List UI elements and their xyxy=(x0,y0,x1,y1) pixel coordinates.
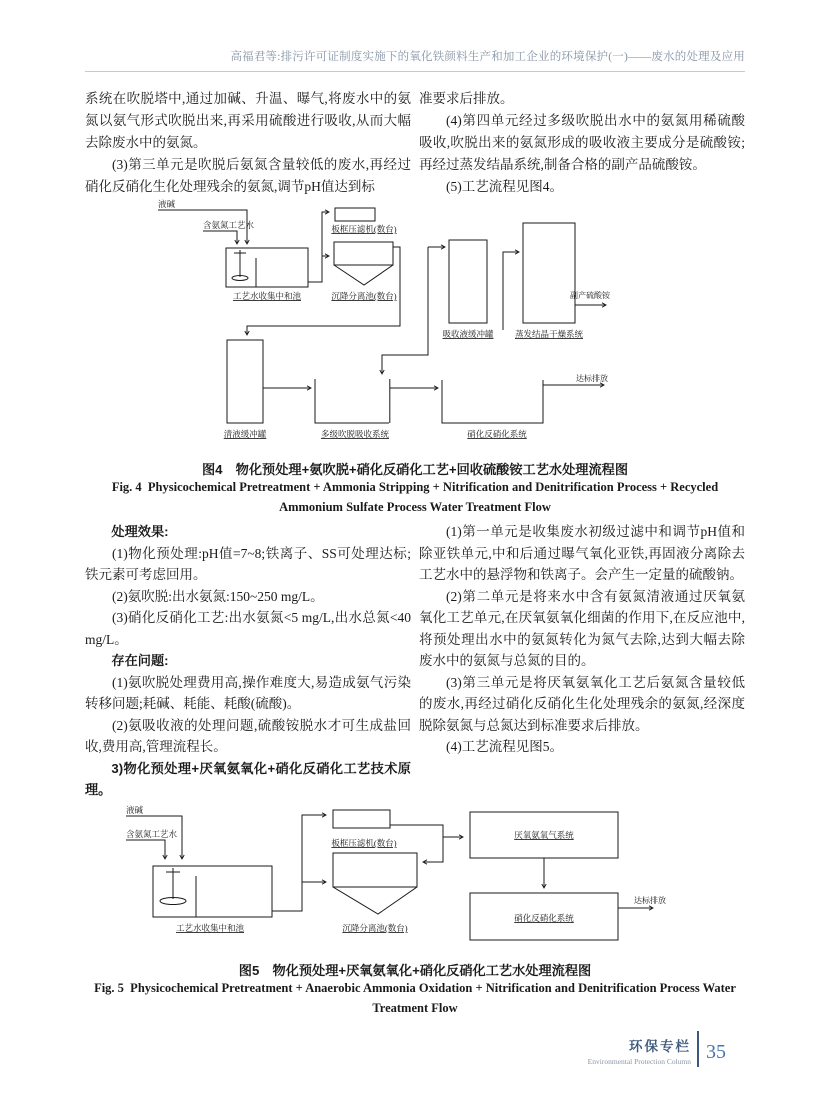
paragraph: (1)物化预处理:pH值=7~8;铁离子、SS可处理达标;铁元素可考虑回用。 xyxy=(85,545,411,582)
page-number: 35 xyxy=(706,1040,726,1063)
fig4-label-feed: 含氨氮工艺水 xyxy=(203,220,255,230)
fig4-label-stripping: 多级吹脱吸收系统 xyxy=(320,429,390,439)
fig5-label-anammox: 厌氧氨氧气系统 xyxy=(514,830,574,840)
paragraph: (4)第四单元经过多级吹脱出水中的氨氮用稀硫酸吸收,吹脱出来的氨氮形成的吸收液主要成分是硫酸铵;再经过蒸发结晶系统,制备合格的副产品硫酸铵。 xyxy=(419,113,745,172)
paragraph: 准要求后排放。 xyxy=(419,91,514,106)
fig5-label-settling-tank: 沉降分离池(数台) xyxy=(342,923,408,933)
fig4-label-naoh: 液碱 xyxy=(158,199,176,209)
fig4-collect-tank-shape xyxy=(226,248,308,287)
top-text-section xyxy=(85,88,745,198)
fig5-label-feed: 含氨氮工艺水 xyxy=(126,829,178,839)
fig4-label-evaporation: 蒸发结晶干燥系统 xyxy=(514,329,584,339)
fig4-caption-en-line1: Fig. 4 Physicochemical Pretreatment + Ammonia Stripping + Nitrification and Denitrification Process + Recycled xyxy=(111,480,719,494)
fig4-filter-press-shape xyxy=(335,208,375,221)
paragraph: (3)第三单元是吹脱后氨氮含量较低的废水,再经过硝化反硝化生化处理残余的氨氮,调节pH值达到标 xyxy=(85,157,411,194)
footer-column-title-zh: 环保专栏 xyxy=(629,1039,691,1054)
fig5-label-filter-press: 板框压滤机(数台) xyxy=(331,838,397,848)
fig4-label-byproduct: 副产硫酸铵 xyxy=(570,291,610,300)
fig5-filter-press-shape xyxy=(333,810,390,828)
mid-right-column xyxy=(419,521,745,801)
fig4-label-absorb-buffer: 吸收液缓冲罐 xyxy=(442,329,494,339)
paragraph: (2)氨吸收液的处理问题,硫酸铵脱水才可生成盐回收,费用高,管理流程长。 xyxy=(85,717,411,754)
fig4-settling-tank-shape xyxy=(334,242,393,265)
fig4-label-nitrification: 硝化反硝化系统 xyxy=(467,429,527,439)
fig4-clear-buffer-shape xyxy=(227,340,263,423)
running-header: 高福君等:排污许可证制度实施下的氧化铁颜料生产和加工企业的环境保护(一)——废水的处理及应用 xyxy=(230,51,745,63)
fig5-collect-tank-shape xyxy=(153,866,272,917)
paragraph: (5)工艺流程见图4。 xyxy=(446,179,563,194)
figure5-process-diagram xyxy=(0,803,816,953)
middle-text-section xyxy=(85,521,745,801)
subheading: 存在问题: xyxy=(111,653,169,668)
fig5-labels xyxy=(126,805,666,933)
fig5-caption-en-line1: Fig. 5 Physicochemical Pretreatment + Anaerobic Ammonia Oxidation + Nitrification and Denitrification Process Water xyxy=(94,981,736,995)
paragraph: (1)氨吹脱处理费用高,操作难度大,易造成氨气污染转移问题;耗碱、耗能、耗酸(硫酸)。 xyxy=(85,674,411,711)
fig4-label-collect-tank: 工艺水收集中和池 xyxy=(232,291,302,301)
page-footer xyxy=(588,1031,726,1067)
fig4-absorb-buffer-shape xyxy=(449,240,487,323)
fig5-settling-tank-shape xyxy=(333,853,417,887)
top-right-column xyxy=(419,88,745,198)
footer-column-block xyxy=(588,1031,697,1067)
header-rule xyxy=(85,71,745,72)
fig5-label-collect-tank: 工艺水收集中和池 xyxy=(175,923,245,933)
fig4-label-settling-tank: 沉降分离池(数台) xyxy=(331,291,397,301)
fig4-label-filter-press: 板框压滤机(数台) xyxy=(331,224,397,234)
paragraph: (2)氨吹脱:出水氨氮:150~250 mg/L。 xyxy=(112,588,324,604)
fig4-caption-zh: 图4 物化预处理+氨吹脱+硝化反硝化工艺+回收硫酸铵工艺水处理流程图 xyxy=(201,462,629,477)
top-left-column xyxy=(85,88,411,198)
fig5-label-naoh: 液碱 xyxy=(126,805,144,815)
paragraph: (3)硝化反硝化工艺:出水氨氮<5 mg/L,出水总氮<40 mg/L。 xyxy=(85,610,411,647)
footer-column-title-en: Environmental Protection Column xyxy=(587,1057,691,1066)
subheading: 3)物化预处理+厌氧氨氧化+硝化反硝化工艺技术原理。 xyxy=(85,760,411,797)
fig5-flow-lines xyxy=(126,810,653,940)
paragraph: (2)第二单元是将来水中含有氨氮清液通过厌氧氨氧化工艺单元,在厌氧氨氧化细菌的作用下,在反应池中,将预处理出水中的氨氮转化为氮气去除,达到大幅去除废水中的氨氮与总氮的目的。 xyxy=(419,588,745,668)
fig4-caption-en-line2: Ammonium Sulfate Process Water Treatment Flow xyxy=(279,500,551,514)
fig4-nitrification-shape xyxy=(442,380,543,423)
paragraph: (3)第三单元是将厌氧氨氧化工艺后氨氮含量较低的废水,再经过硝化反硝化生化处理残余的氨氮,经深度脱除氨氮与总氮达到标准要求后排放。 xyxy=(419,674,745,733)
paragraph: (1)第一单元是收集废水初级过滤中和调节pH值和除亚铁单元,中和后通过曝气氧化亚铁,再固液分离除去工艺水中的悬浮物和铁离子。会产生一定量的硫酸钠。 xyxy=(419,524,745,582)
fig5-caption-zh: 图5 物化预处理+厌氧氨氧化+硝化反硝化工艺水处理流程图 xyxy=(238,963,592,978)
fig5-label-nitrification: 硝化反硝化系统 xyxy=(514,913,574,923)
fig5-label-discharge: 达标排放 xyxy=(634,896,666,905)
fig4-label-discharge: 达标排放 xyxy=(576,374,608,383)
fig4-stripping-shape xyxy=(315,379,389,423)
fig4-flow-lines xyxy=(158,208,606,423)
fig5-caption-en-line2: Treatment Flow xyxy=(372,1001,458,1015)
fig4-evaporation-shape xyxy=(523,223,575,323)
paragraph: (4)工艺流程见图5。 xyxy=(446,739,563,754)
paragraph: 系统在吹脱塔中,通过加碱、升温、曝气,将废水中的氨氮以氨气形式吹脱出来,再采用硫酸进行吸收,从而大幅去除废水中的氨氮。 xyxy=(85,91,411,150)
fig4-label-clear-buffer: 清液缓冲罐 xyxy=(223,429,267,439)
mid-left-column xyxy=(85,521,411,801)
figure4-process-diagram xyxy=(0,198,816,452)
subheading: 处理效果: xyxy=(111,524,169,539)
footer-divider xyxy=(697,1031,699,1067)
